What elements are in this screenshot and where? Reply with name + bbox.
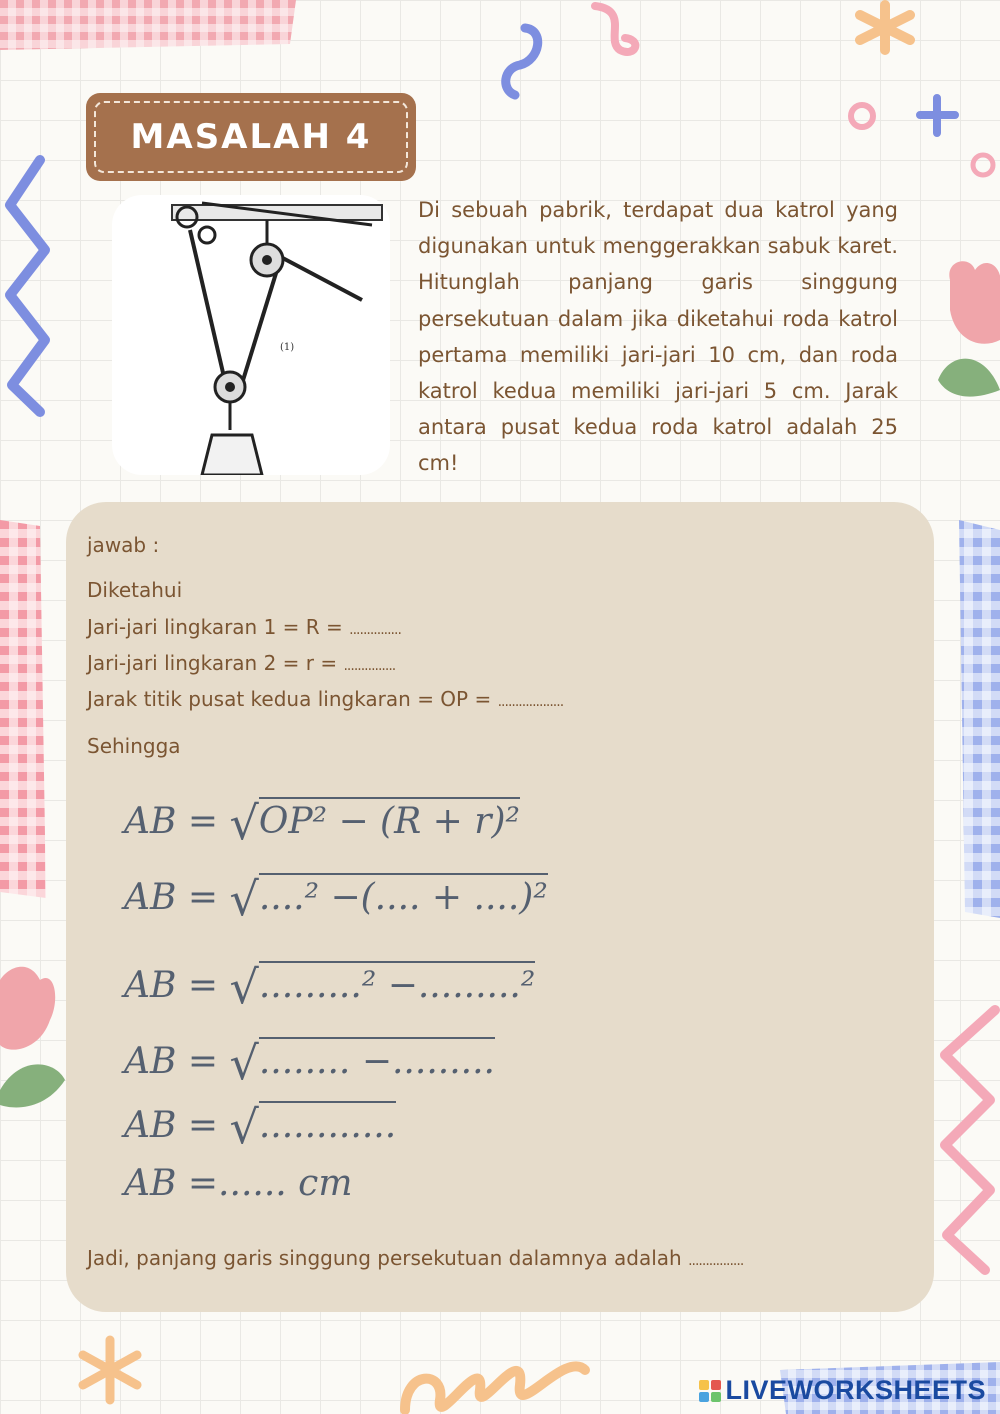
conclusion-blank[interactable]: ................	[688, 1253, 744, 1269]
radius-2-row	[87, 651, 395, 675]
answer-label: jawab :	[87, 533, 160, 557]
page-title: MASALAH 4	[130, 117, 372, 157]
sqrt-icon: √	[229, 960, 259, 1014]
pink-ring-icon	[968, 150, 998, 180]
tulip-left-bottom	[0, 960, 70, 1150]
therefore-heading: Sehingga	[87, 734, 181, 758]
pink-zigzag-right	[935, 1000, 1000, 1280]
known-heading: Diketahui	[87, 578, 183, 602]
pink-squiggle-top	[585, 0, 645, 80]
formula-1-lhs: AB =	[124, 801, 219, 842]
orange-star-bottom-icon	[75, 1335, 145, 1405]
sqrt-icon: √	[229, 1036, 259, 1090]
sqrt-icon: √	[229, 1100, 259, 1154]
formula-2-radicand[interactable]: ....² −(.... + ....)²	[259, 873, 548, 918]
distance-blank[interactable]: ...................	[497, 694, 564, 710]
sqrt-icon: √	[229, 796, 259, 850]
orange-loops-bottom	[395, 1310, 595, 1414]
title-badge-dashed-border	[94, 101, 408, 173]
title-badge	[86, 93, 416, 181]
formula-4	[124, 1030, 495, 1090]
formula-5-lhs: AB =	[124, 1105, 219, 1146]
conclusion-label: Jadi, panjang garis singgung persekutuan dalamnya adalah	[87, 1246, 682, 1270]
formula-3	[124, 954, 536, 1014]
blue-zigzag-left	[0, 150, 70, 420]
liveworksheets-logo-icon	[699, 1380, 721, 1402]
formula-2-lhs: AB =	[124, 877, 219, 918]
formula-5	[124, 1094, 397, 1154]
blue-squiggle-top	[495, 20, 555, 100]
formula-4-radicand[interactable]: ........ −.........	[259, 1037, 495, 1082]
liveworksheets-watermark	[699, 1375, 986, 1406]
watermark-text: LIVEWORKSHEETS	[725, 1375, 986, 1405]
sqrt-icon: √	[229, 872, 259, 926]
tulip-right-top	[930, 250, 1000, 430]
formula-3-lhs: AB =	[124, 965, 219, 1006]
radius-2-blank[interactable]: ...............	[343, 658, 396, 674]
blue-checkered-tape-right	[955, 520, 1000, 920]
formula-3-radicand[interactable]: .........² −.........²	[259, 961, 535, 1006]
orange-star-icon	[840, 0, 930, 60]
radius-1-label: Jari-jari lingkaran 1 = R =	[87, 615, 343, 639]
pink-checkered-tape-top	[0, 0, 300, 50]
formula-6[interactable]: AB =...... cm	[124, 1163, 353, 1204]
blue-plus-icon	[915, 93, 960, 138]
formula-1-radicand: OP² − (R + r)²	[259, 797, 520, 842]
problem-statement: Di sebuah pabrik, terdapat dua katrol yang digunakan untuk menggerakkan sabuk karet. Hitunglah panjang garis singgung persekutuan dalam jika diketahui roda katrol pertama memiliki jari-jari 10 cm, dan roda katrol kedua memiliki jari-jari 5 cm. Jarak antara pusat kedua roda katrol adalah 25 cm!	[418, 198, 898, 476]
radius-1-blank[interactable]: ...............	[349, 622, 401, 638]
formula-5-radicand[interactable]: ............	[259, 1101, 396, 1146]
pink-checkered-tape-left	[0, 520, 50, 900]
pink-circle-icon	[846, 100, 878, 132]
radius-1-row	[87, 615, 401, 639]
formula-2	[124, 866, 548, 926]
radius-2-label: Jari-jari lingkaran 2 = r =	[87, 651, 338, 675]
conclusion-row	[87, 1246, 743, 1270]
distance-row	[87, 687, 563, 711]
formula-4-lhs: AB =	[124, 1041, 219, 1082]
pulley-illustration	[112, 195, 390, 475]
formula-1	[124, 790, 520, 850]
illustration-label: (1)	[280, 342, 295, 353]
distance-label: Jarak titik pusat kedua lingkaran = OP =	[87, 687, 492, 711]
